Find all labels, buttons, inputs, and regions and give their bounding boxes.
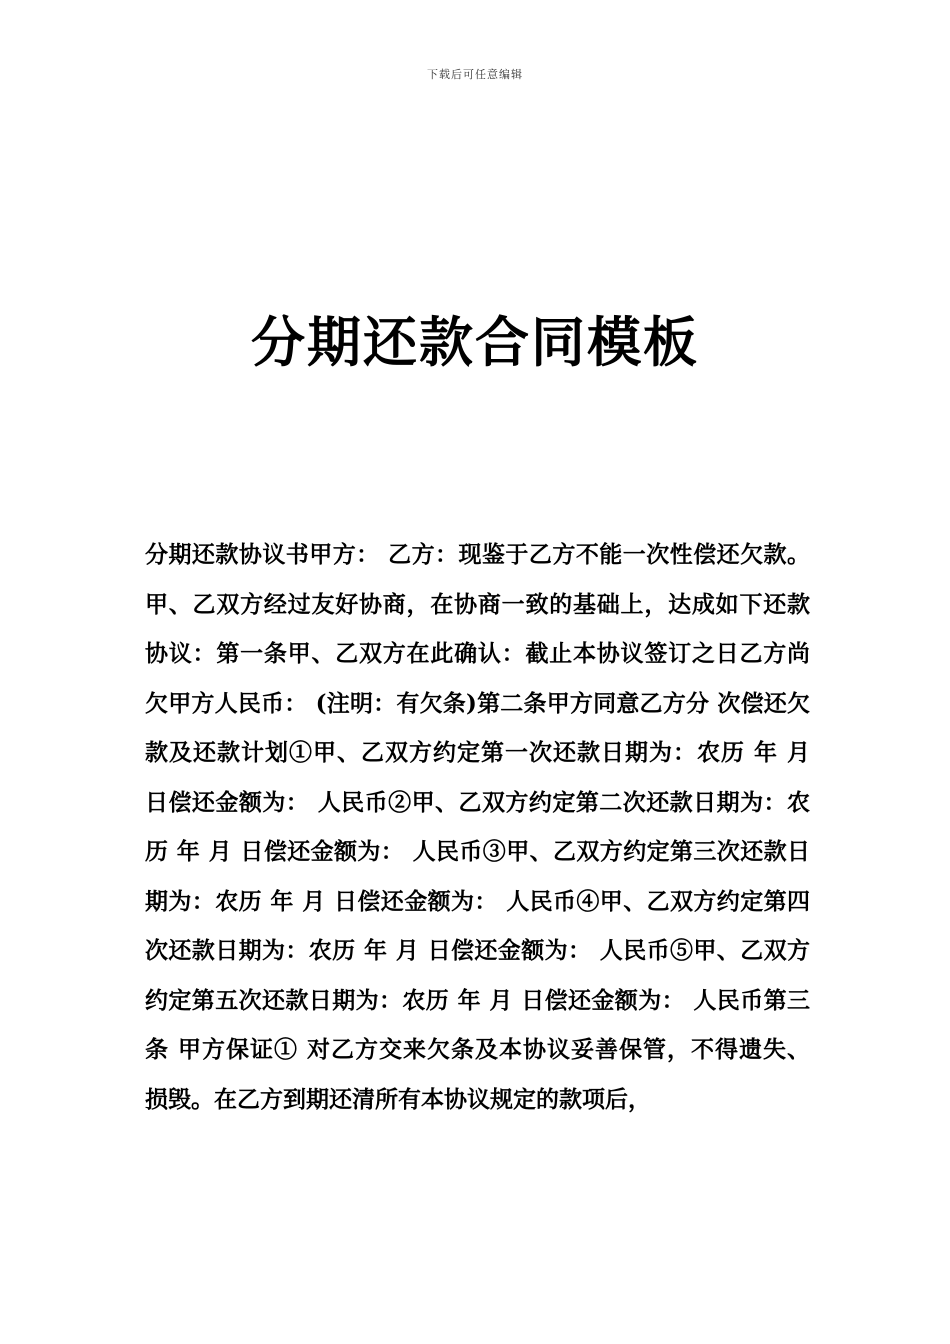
header-note: 下载后可任意编辑	[427, 68, 523, 81]
document-body: 分期还款协议书甲方： 乙方：现鉴于乙方不能一次性偿还欠款。甲、乙双方经过友好协商，在协商一致的基础上，达成如下还款协议：第一条甲、乙双方在此确认：截止本协议签订之日乙方尚欠甲方人民币： (注明：有欠条)第二条甲方同意乙方分 次偿还欠款及还款计划①甲、乙双方约定第一次还款日期为：农历 年 月 日偿还金额为： 人民币②甲、乙双方约定第二次还款日期为：农历 年 月 日偿还金额为： 人民币③甲、乙双方约定第三次还款日期为：农历 年 月 日偿还金额为： 人民币④甲、乙双方约定第四次还款日期为：农历 年 月 日偿还金额为： 人民币⑤甲、乙双方约定第五次还款日期为：农历 年 月 日偿还金额为： 人民币第三条 甲方保证① 对乙方交来欠条及本协议妥善保管，不得遗失、 损毁。在乙方到期还清所有本协议规定的款项后，	[145, 541, 810, 1113]
document-title: 分期还款合同模板	[251, 310, 699, 374]
